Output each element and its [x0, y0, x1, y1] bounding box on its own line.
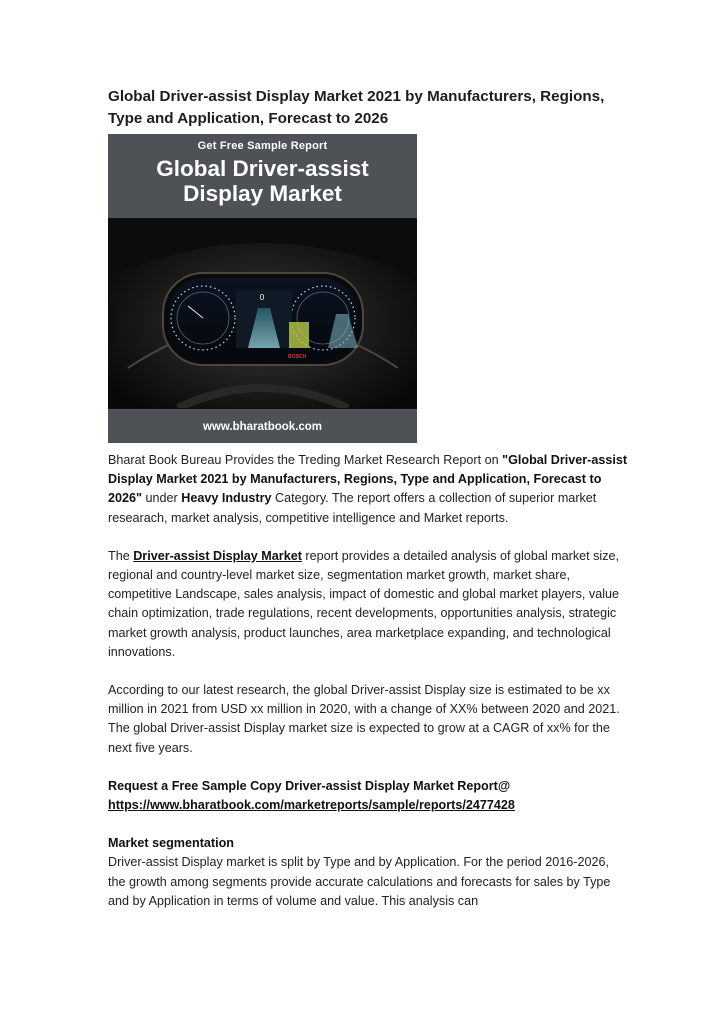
intro-paragraph [108, 451, 628, 528]
report-name-bold: "Global Driver-assist Display Market 2021 by Manufacturers, Regions, Type and Application, Forecast to 2026" [108, 453, 628, 506]
sample-request-block [108, 777, 628, 815]
intro-text-end: Category. The report offers a collection of superior market researach, market analysis, competitive intelligence and Market reports. [108, 491, 597, 525]
banner-cta: Get Free Sample Report [197, 140, 328, 152]
banner-title-line1: Global Driver-assist [156, 156, 369, 181]
sample-request-label: Request a Free Sample Copy Driver-assist Display Market Report@ [108, 778, 511, 793]
segmentation-heading: Market segmentation [108, 836, 234, 851]
banner-header [108, 134, 417, 218]
document-content [108, 86, 628, 911]
overview-text-start: The [108, 548, 134, 563]
dash-speed: 0 [259, 293, 265, 302]
intro-text-under: under [142, 491, 182, 506]
sample-request-link[interactable]: https://www.bharatbook.com/marketreports/sample/reports/2477428 [108, 798, 515, 813]
segmentation-text: Driver-assist Display market is split by Type and by Application. For the period 2016-2026, the growth among segments provide accurate calculations and forecasts for sales by Type and by Application in terms of volume and value. This analysis can [108, 855, 611, 908]
research-paragraph: According to our latest research, the global Driver-assist Display size is estimated to be xx million in 2021 from USD xx million in 2020, with a change of XX% between 2020 and 2021. The global Driver-assist Display market size is expected to grow at a CAGR of xx% for the next five years. [108, 683, 620, 755]
dash-brand: BOSCH [288, 354, 307, 360]
overview-text: report provides a detailed analysis of global market size, regional and country-level market size, segmentation market growth, market share, competitive Landscape, sales analysis, impact of domestic and global market players, value chain optimization, trade regulations, recent developments, opportunities analysis, strategic market growth analysis, product launches, area marketplace expanding, and technological innovations. [108, 548, 620, 659]
document-title: Global Driver-assist Display Market 2021 by Manufacturers, Regions, Type and Application, Forecast to 2026 [108, 88, 605, 127]
overview-paragraph [108, 547, 628, 662]
report-banner-image[interactable] [108, 134, 417, 443]
dashboard-photo [108, 218, 417, 408]
market-report-link[interactable]: Driver-assist Display Market [133, 548, 302, 563]
category-bold: Heavy Industry [181, 491, 272, 506]
banner-footer-url: www.bharatbook.com [108, 409, 417, 443]
banner-title-line2: Display Market [183, 181, 342, 206]
banner-title [108, 156, 417, 206]
segmentation-block [108, 834, 628, 911]
intro-text: Bharat Book Bureau Provides the Treding Market Research Report on [108, 453, 503, 467]
